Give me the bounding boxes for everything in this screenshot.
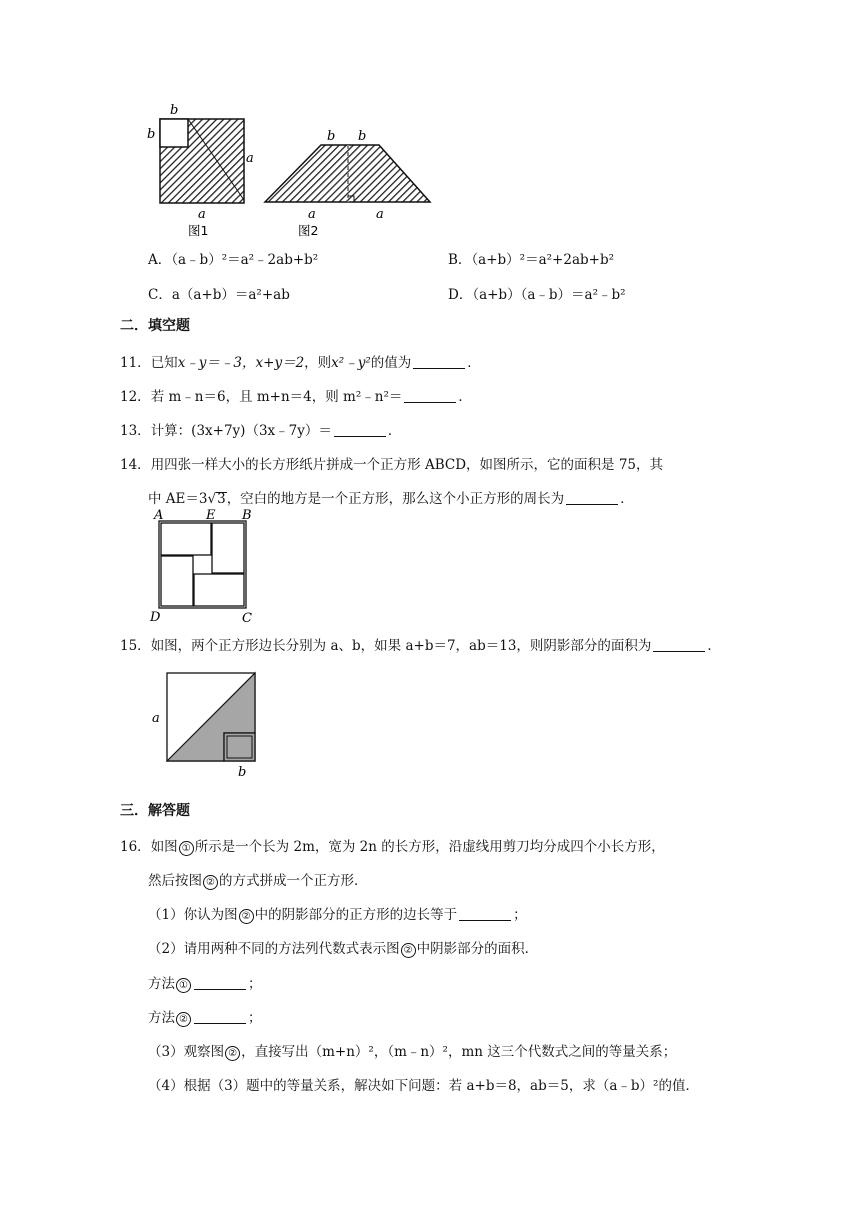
- question-12: [120, 385, 472, 405]
- q16-m2-answer-blank[interactable]: [194, 1011, 246, 1024]
- q13-answer-blank[interactable]: [334, 424, 386, 437]
- figure-2: [265, 129, 430, 238]
- q13-number: 13．: [120, 423, 151, 439]
- q14-line1: 用四张一样大小的长方形纸片拼成一个正方形 ABCD，如图所示，它的面积是 75，其: [150, 457, 664, 473]
- q16-part-2: [148, 937, 538, 958]
- section-3-title: 三．解答题: [120, 803, 190, 819]
- q11-answer-blank[interactable]: [413, 356, 465, 369]
- fig2-caption: 图2: [298, 223, 319, 238]
- q10-option-b: B．（a+b）²＝a²+2ab+b²: [448, 252, 615, 268]
- q14-label-b: B: [242, 508, 252, 523]
- q11-expr2: x²﹣y²: [331, 355, 371, 371]
- q16-m1-a: 方法: [148, 976, 175, 992]
- circled-2: ②: [203, 875, 218, 890]
- figure-1: [147, 103, 254, 238]
- circled-1: ①: [176, 978, 191, 993]
- fig2-label-a-1: a: [308, 207, 316, 222]
- question-14-line-2: [148, 487, 634, 507]
- q16-m1-answer-blank[interactable]: [194, 977, 246, 990]
- q14-line2-b: ，空白的地方是一个正方形，那么这个小正方形的周长为: [226, 491, 565, 507]
- q16-p1-answer-blank[interactable]: [459, 908, 511, 921]
- q14-end: ．: [620, 491, 634, 507]
- q16-p1-b: 中的阴影部分的正方形的边长等于: [254, 907, 458, 923]
- circled-2: ②: [239, 909, 254, 924]
- q15-end: ．: [707, 638, 721, 654]
- question-15: [120, 634, 721, 654]
- q12-answer-blank[interactable]: [404, 390, 456, 403]
- q11-text-c: 的值为: [370, 355, 412, 371]
- q15-label-b: b: [238, 765, 247, 780]
- q16-number: 16．: [120, 839, 151, 855]
- q12-end: ．: [458, 389, 472, 405]
- q16-m2-a: 方法: [148, 1010, 175, 1026]
- circled-2: ②: [225, 1046, 240, 1061]
- circled-2: ②: [176, 1012, 191, 1027]
- q10-option-d: D．（a+b）（a﹣b）＝a²﹣b²: [448, 287, 626, 303]
- q14-number: 14．: [120, 457, 151, 473]
- q15-answer-blank[interactable]: [653, 639, 705, 652]
- fig1-label-a-right: a: [246, 151, 254, 166]
- q10-option-c: C．a（a+b）＝a²+ab: [148, 287, 290, 303]
- q13-text: 计算：(3x+7y)（3x﹣7y）＝: [150, 423, 332, 439]
- q16-line2-b: 的方式拼成一个正方形．: [219, 873, 368, 889]
- sqrt-sign: √: [207, 491, 217, 507]
- q14-answer-blank[interactable]: [566, 492, 618, 505]
- q11-number: 11．: [120, 355, 151, 371]
- question-16-line-1: [120, 835, 665, 856]
- q14-label-d: D: [150, 610, 161, 625]
- q12-text: 若 m﹣n＝6，且 m+n＝4，则 m²﹣n²＝: [150, 389, 403, 405]
- q11-expr1: x﹣y＝﹣3，x+y＝2: [177, 355, 305, 371]
- q11-text-b: ，则: [304, 355, 332, 371]
- q15-label-a: a: [152, 711, 160, 726]
- q16-line1-a: 如图: [150, 839, 178, 855]
- q16-line2-a: 然后按图: [148, 873, 202, 889]
- q14-label-a: A: [154, 508, 164, 523]
- q15-text: 如图，两个正方形边长分别为 a、b，如果 a+b＝7，ab＝13，则阴影部分的面积为: [150, 638, 652, 654]
- q16-p2-b: 中阴影部分的面积．: [416, 941, 539, 957]
- q16-m1-end: ；: [248, 976, 262, 992]
- q16-line1-b: 所示是一个长为 2m，宽为 2n 的长方形，沿虚线用剪刀均分成四个小长方形，: [194, 839, 665, 855]
- q16-p2-a: （2）请用两种不同的方法列代数式表示图: [148, 941, 400, 957]
- q13-end: ．: [387, 423, 402, 439]
- q16-part-1: [148, 903, 527, 924]
- q10-option-a: A．（a﹣b）²＝a²﹣2ab+b²: [148, 252, 319, 268]
- q16-part-3: [148, 1040, 676, 1061]
- q16-p1-end: ；: [513, 907, 527, 923]
- q16-p1-a: （1）你认为图: [148, 907, 238, 923]
- q16-p3-a: （3）观察图: [148, 1044, 225, 1060]
- q15-number: 15．: [120, 638, 151, 654]
- q11-end: ．: [467, 355, 481, 371]
- fig2-label-b-2: b: [358, 129, 367, 144]
- fig1-label-b-left: b: [147, 127, 156, 142]
- q14-label-c: C: [242, 611, 252, 626]
- fig2-label-b-1: b: [327, 129, 336, 144]
- circled-2: ②: [401, 943, 416, 958]
- q14-figure: [146, 506, 266, 626]
- fig1-label-a-bottom: a: [198, 207, 206, 222]
- q16-m2-end: ；: [248, 1010, 262, 1026]
- q16-method-1: [148, 972, 262, 993]
- q16-p3-b: ，直接写出（m+n）²，（m﹣n）²，mn 这三个代数式之间的等量关系；: [241, 1044, 677, 1060]
- q16-method-2: [148, 1006, 262, 1027]
- circled-1: ①: [179, 841, 194, 856]
- q12-number: 12．: [120, 389, 151, 405]
- question-13: [120, 419, 401, 439]
- section-2-title: 二．填空题: [120, 318, 190, 334]
- q14-line2-a: 中 AE＝3: [148, 491, 208, 507]
- q11-text-a: 已知: [150, 355, 178, 371]
- question-14-line-1: [120, 453, 663, 473]
- figure-1-2: [140, 96, 440, 241]
- q15-figure: [146, 666, 266, 784]
- question-11: [120, 351, 481, 371]
- fig1-label-b-top: b: [170, 103, 179, 118]
- q14-sqrt-value: 3: [217, 491, 226, 507]
- fig1-caption: 图1: [188, 223, 209, 238]
- fig2-label-a-2: a: [376, 207, 384, 222]
- question-16-line-2: [148, 869, 368, 890]
- q14-label-e: E: [206, 508, 216, 523]
- q16-part-4: （4）根据（3）题中的等量关系，解决如下问题：若 a+b＝8，ab＝5，求（a﹣b）²的值．: [148, 1078, 699, 1094]
